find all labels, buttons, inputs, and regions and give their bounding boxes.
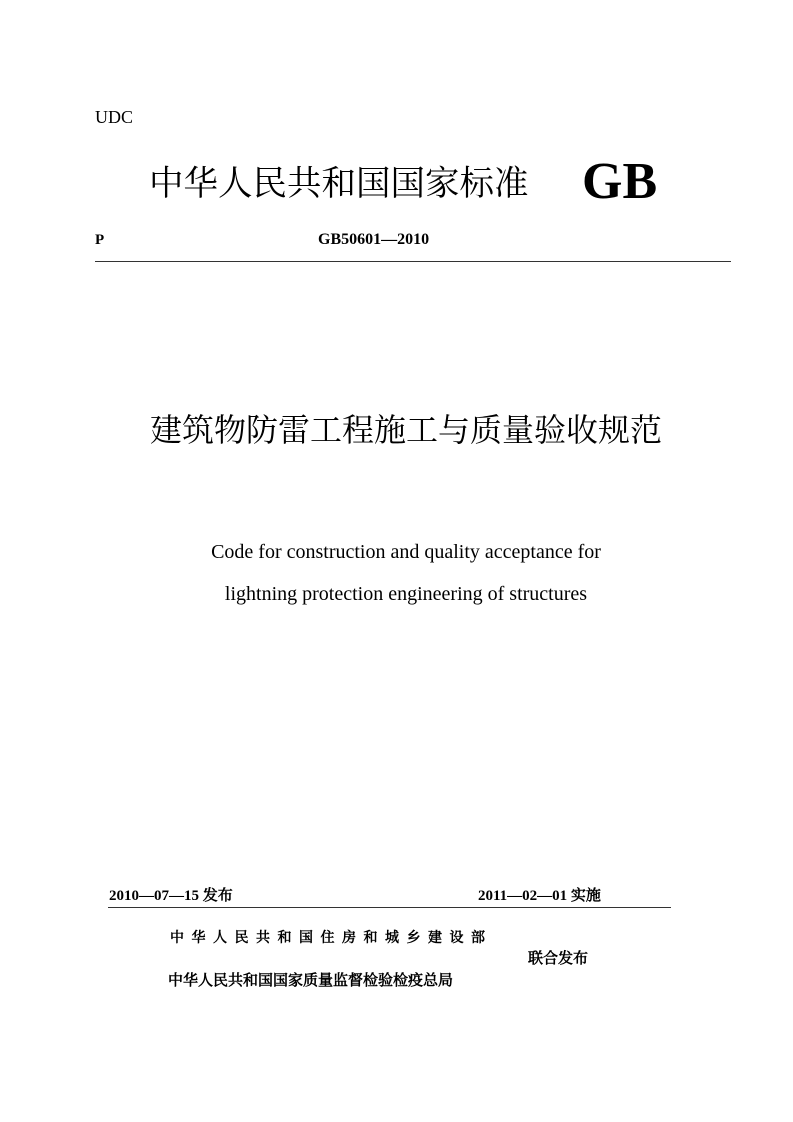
- issuer-2: 中华人民共和国国家质量监督检验检疫总局: [168, 971, 454, 989]
- document-title-en-line1: Code for construction and quality acceptance for: [211, 541, 601, 563]
- gb-mark: GB: [582, 153, 658, 210]
- document-title-en-line2: lightning protection engineering of structures: [224, 583, 588, 605]
- issue-date: 2010—07—15 发布: [109, 888, 233, 904]
- document-title-cn: 建筑物防雷工程施工与质量验收规范: [150, 411, 663, 449]
- standard-code: GB50601—2010: [318, 231, 430, 248]
- effective-date: 2011—02—01 实施: [478, 888, 601, 904]
- issuer-1: 中华人民共和国住房和城乡建设部: [170, 930, 493, 946]
- standard-title: 中华人民共和国国家标准: [149, 164, 529, 204]
- footer-rule: [108, 907, 671, 908]
- header-rule: [95, 261, 731, 262]
- joint-issue-label: 联合发布: [528, 949, 589, 967]
- category-code: P: [95, 232, 105, 248]
- udc-label: UDC: [95, 107, 134, 127]
